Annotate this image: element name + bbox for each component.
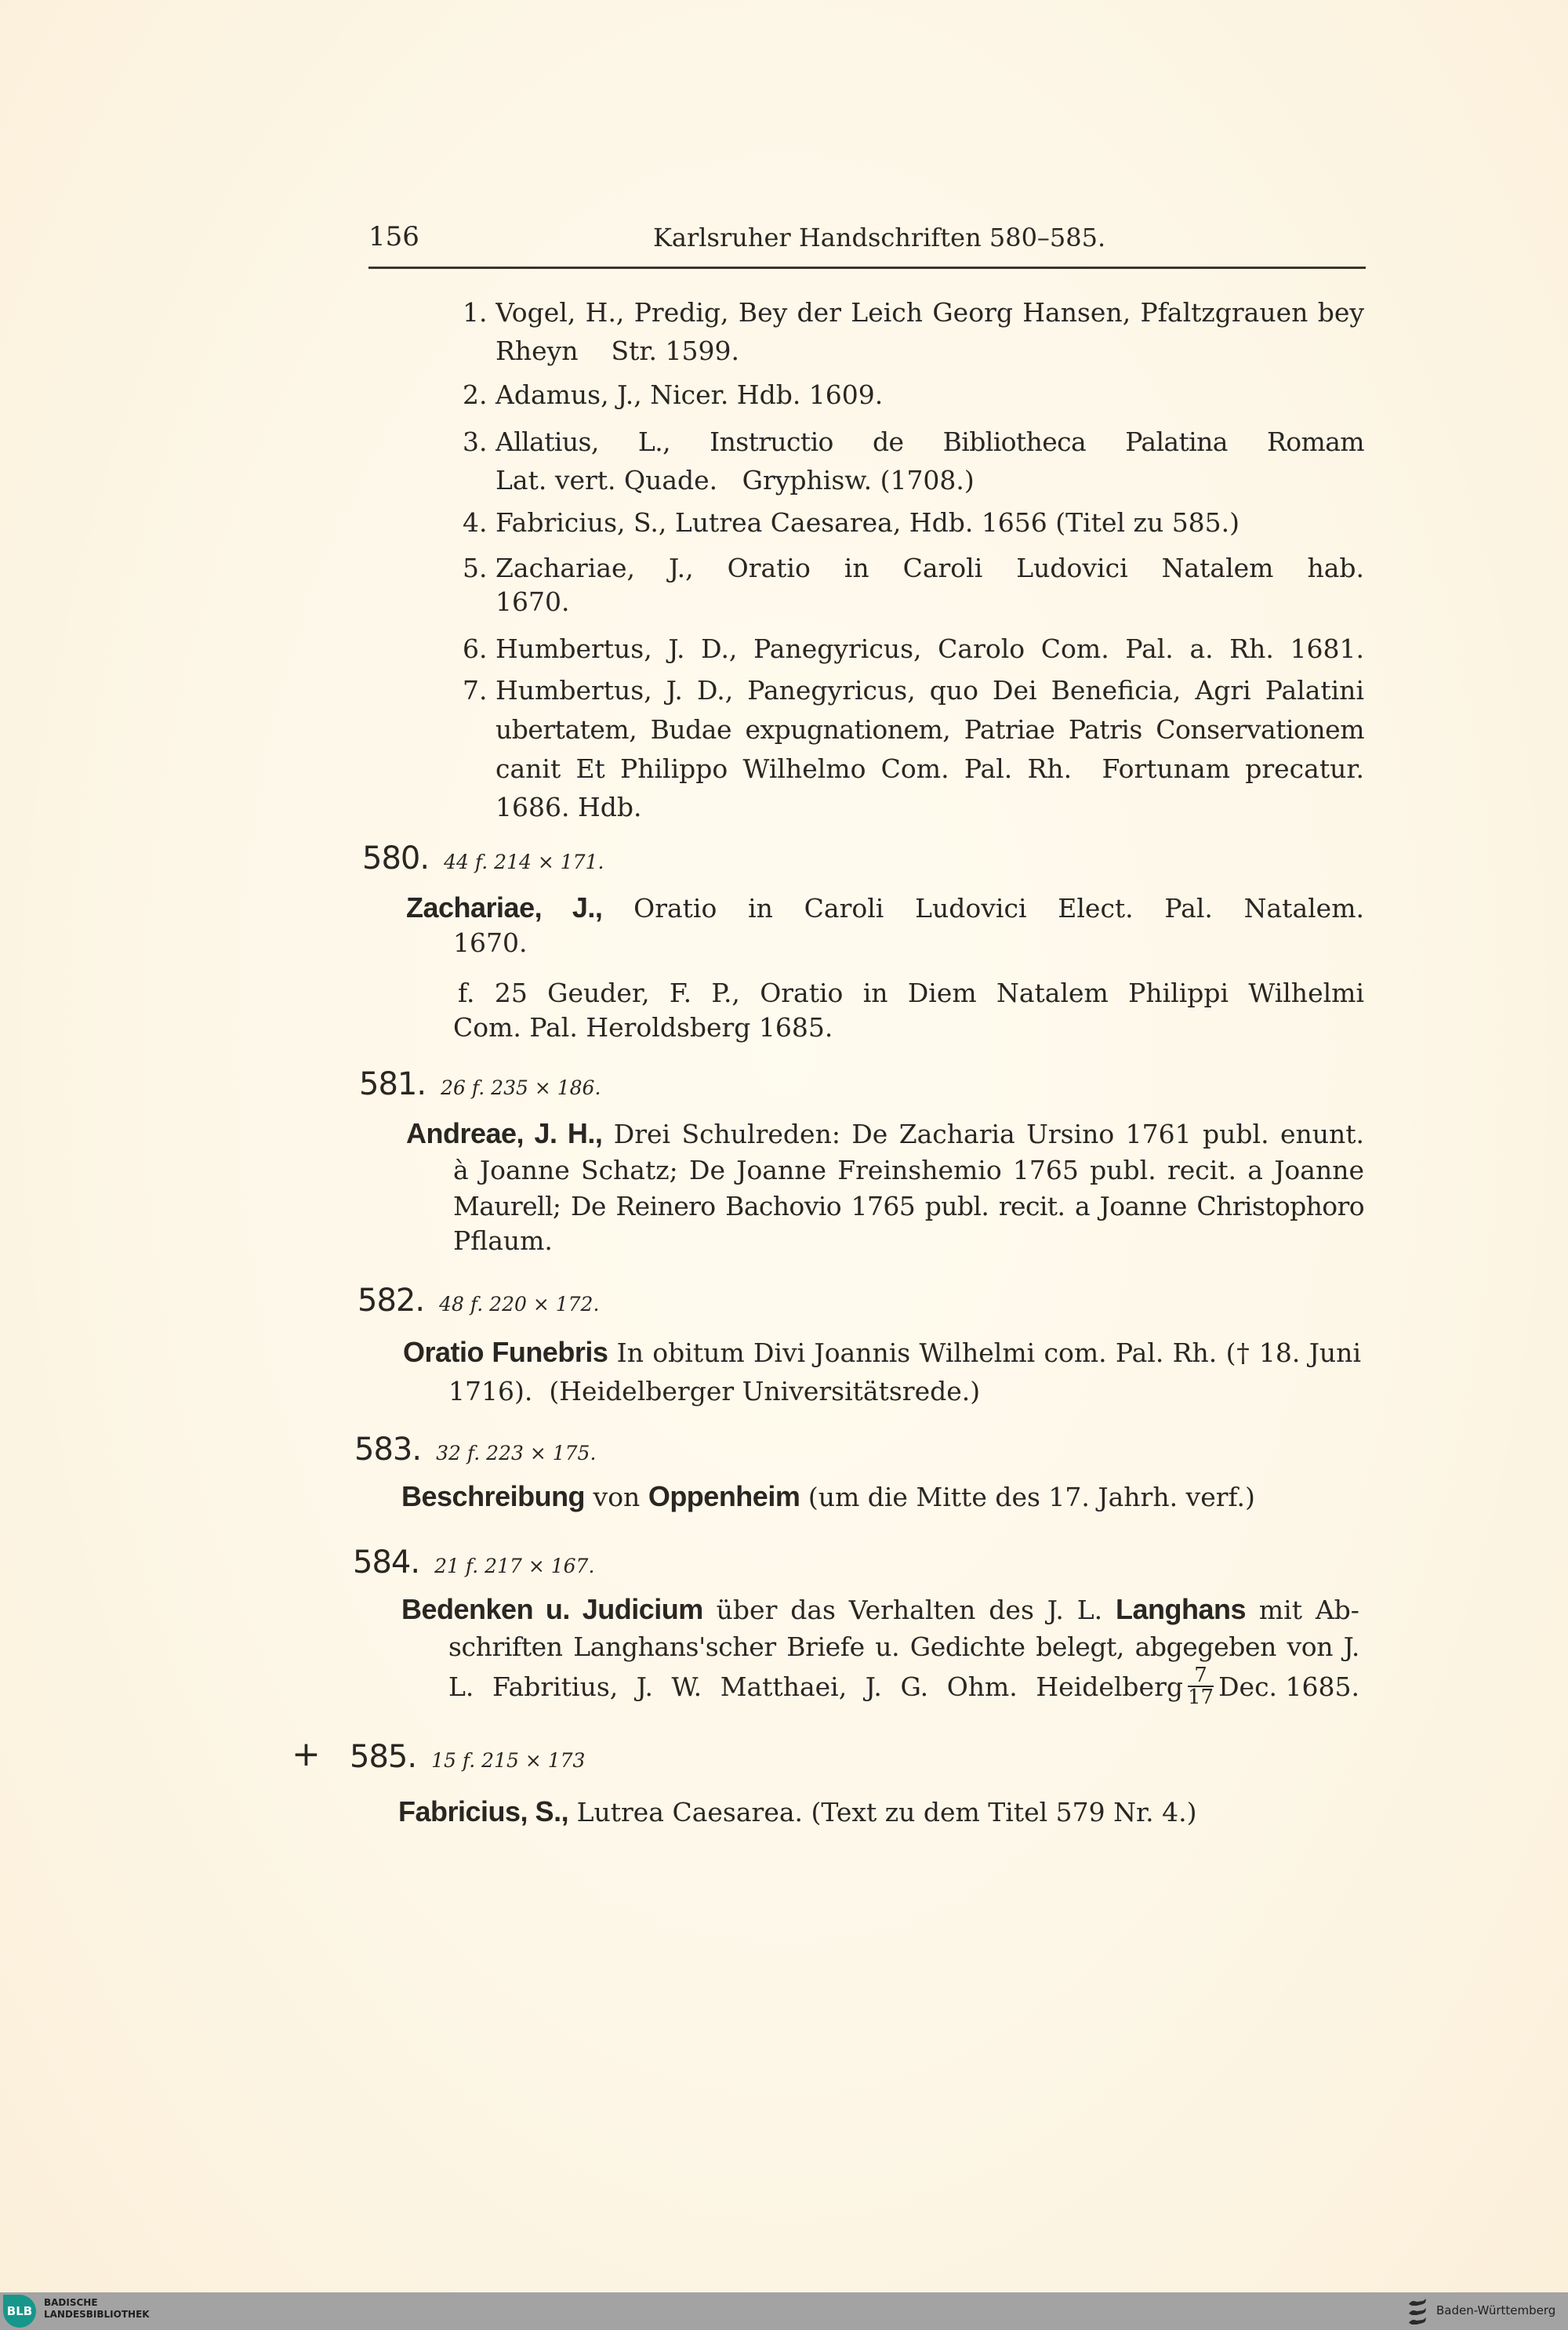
running-title: Karlsruher Handschriften 580–585. (653, 223, 1106, 252)
list-number: 5. (463, 553, 488, 583)
title-text: von (593, 1482, 641, 1512)
title-text: à Joanne Schatz; De Joanne Freinshemio 1765 publ. recit. a Joanne (453, 1155, 1364, 1185)
entry-580 (362, 840, 604, 876)
plus-marker: + (292, 1734, 321, 1774)
entry-meta: 21 f. 217 × 167. (434, 1555, 595, 1577)
title-text: über das Verhalten des J. L. (716, 1595, 1103, 1625)
entry-meta: 26 f. 235 × 186. (441, 1076, 601, 1099)
title-text: mit Ab- (1258, 1595, 1359, 1625)
list-text: Zachariae, J., Oratio in Caroli Ludovici Natalem hab. (495, 553, 1364, 583)
entry-581 (359, 1066, 601, 1102)
shelfmark: 585. (350, 1739, 417, 1775)
list-text: ubertatem, Budae expugnationem, Patriae Patris Conservationem (495, 714, 1364, 745)
title-text: Lutrea Caesarea. (Text zu dem Titel 579 Nr. 4.) (576, 1797, 1197, 1827)
fraction-numerator: 7 (1188, 1665, 1214, 1687)
library-name-line: LANDESBIBLIOTHEK (44, 2309, 150, 2320)
entry-583 (354, 1432, 596, 1468)
author: Andreae, J. H., (406, 1117, 603, 1149)
list-text: Rheyn Str. 1599. (495, 336, 739, 366)
list-number: 1. (463, 297, 488, 328)
shelfmark: 581. (359, 1066, 426, 1102)
library-name-line: BADISCHE (44, 2297, 98, 2308)
author: Fabricius, S., (398, 1795, 569, 1827)
note-text: Com. Pal. Heroldsberg 1685. (453, 1012, 833, 1043)
title-text: schriften Langhans'scher Briefe u. Gedichte belegt, abgegeben von J. (448, 1631, 1359, 1662)
place-bold: Oppenheim (648, 1480, 800, 1512)
fraction-denominator: 17 (1187, 1686, 1214, 1709)
entry-title-line (401, 1480, 1255, 1513)
list-item (463, 296, 1364, 367)
note-text: f. 25 Geuder, F. P., Oratio in Diem Natalem Philippi Wilhelmi (458, 978, 1364, 1008)
list-number: 6. (463, 633, 488, 664)
title-text: Oratio in Caroli Ludovici Elect. Pal. Natalem. (633, 893, 1364, 924)
list-number: 4. (463, 507, 488, 538)
state-name[interactable]: Baden-Württemberg (1436, 2303, 1556, 2317)
list-text: canit Et Philippo Wilhelmo Com. Pal. Rh. Fortunam precatur. (495, 753, 1364, 784)
entry-title-cont (453, 1154, 1364, 1186)
list-number: 3. (463, 426, 488, 457)
entry-title-line (406, 1117, 1364, 1149)
date-fraction (1188, 1665, 1214, 1708)
title-text: Pflaum. (453, 1225, 553, 1256)
title-bold: Beschreibung (401, 1480, 586, 1512)
list-text: Allatius, L., Instructio de Bibliotheca Palatina Romam (495, 426, 1364, 457)
title-text: (um die Mitte des 17. Jahrh. verf.) (808, 1482, 1255, 1512)
entry-585 (350, 1739, 585, 1775)
list-text: Vogel, H., Predig, Bey der Leich Georg Hansen, Pfaltzgrauen bey (495, 297, 1364, 328)
title-text: 1716). (Heidelberger Universitätsrede.) (448, 1376, 981, 1406)
list-text: 1686. Hdb. (495, 792, 642, 822)
list-text: Adamus, J., Nicer. Hdb. 1609. (495, 379, 884, 410)
author: Zachariae, J., (406, 891, 603, 924)
list-text: Humbertus, J. D., Panegyricus, quo Dei Beneficia, Agri Palatini (495, 675, 1364, 706)
entry-title-line (398, 1795, 1197, 1828)
list-number: 2. (463, 379, 488, 410)
entry-meta: 48 f. 220 × 172. (439, 1293, 600, 1316)
list-text: Fabricius, S., Lutrea Caesarea, Hdb. 1656 (Titel zu 585.) (495, 507, 1240, 538)
shelfmark: 584. (353, 1544, 420, 1581)
entry-meta: 44 f. 214 × 171. (444, 851, 604, 873)
title-text: Drei Schulreden: De Zacharia Ursino 1761 publ. enunt. (613, 1119, 1364, 1149)
entry-title-line (401, 1593, 1359, 1625)
list-text: Humbertus, J. D., Panegyricus, Carolo Com. Pal. a. Rh. 1681. (495, 633, 1364, 664)
entry-584 (353, 1544, 594, 1581)
page-number: 156 (368, 221, 419, 252)
entry-title-line (406, 891, 1364, 924)
entry-title-cont: 1670. (453, 927, 528, 958)
blb-logo-icon[interactable]: BLB (3, 2295, 36, 2328)
shelfmark: 580. (362, 840, 430, 876)
person-bold: Langhans (1116, 1593, 1247, 1625)
shelfmark: 583. (354, 1432, 422, 1468)
entry-title-cont (453, 1190, 1364, 1222)
entry-582 (358, 1283, 599, 1319)
title-bold: Oratio Funebris (403, 1336, 608, 1368)
entry-title-line (403, 1336, 1361, 1368)
header-rule (368, 267, 1366, 269)
title-text: In obitum Divi Joannis Wilhelmi com. Pal. Rh. († 18. Juni (616, 1337, 1361, 1368)
title-text: L. Fabritius, J. W. Matthaei, J. G. Ohm. Heidelberg (448, 1671, 1183, 1702)
entry-meta: 15 f. 215 × 173 (431, 1749, 586, 1772)
title-bold: Bedenken u. Judicium (401, 1593, 703, 1625)
title-text: Dec. 1685. (1218, 1671, 1359, 1702)
baden-wuerttemberg-lions-icon (1407, 2297, 1428, 2327)
title-text: Maurell; De Reinero Bachovio 1765 publ. recit. a Joanne Christophoro (453, 1191, 1364, 1221)
entry-title-cont (448, 1631, 1359, 1663)
list-text: Lat. vert. Quade. Gryphisw. (1708.) (495, 465, 975, 495)
list-text: 1670. (495, 586, 570, 617)
content-note (453, 977, 1364, 1009)
footer-bar (0, 2292, 1568, 2330)
shelfmark: 582. (358, 1283, 425, 1319)
library-name[interactable] (44, 2297, 150, 2321)
entry-title-cont (448, 1665, 1359, 1708)
entry-meta: 32 f. 223 × 175. (436, 1442, 597, 1464)
list-number: 7. (463, 675, 488, 706)
